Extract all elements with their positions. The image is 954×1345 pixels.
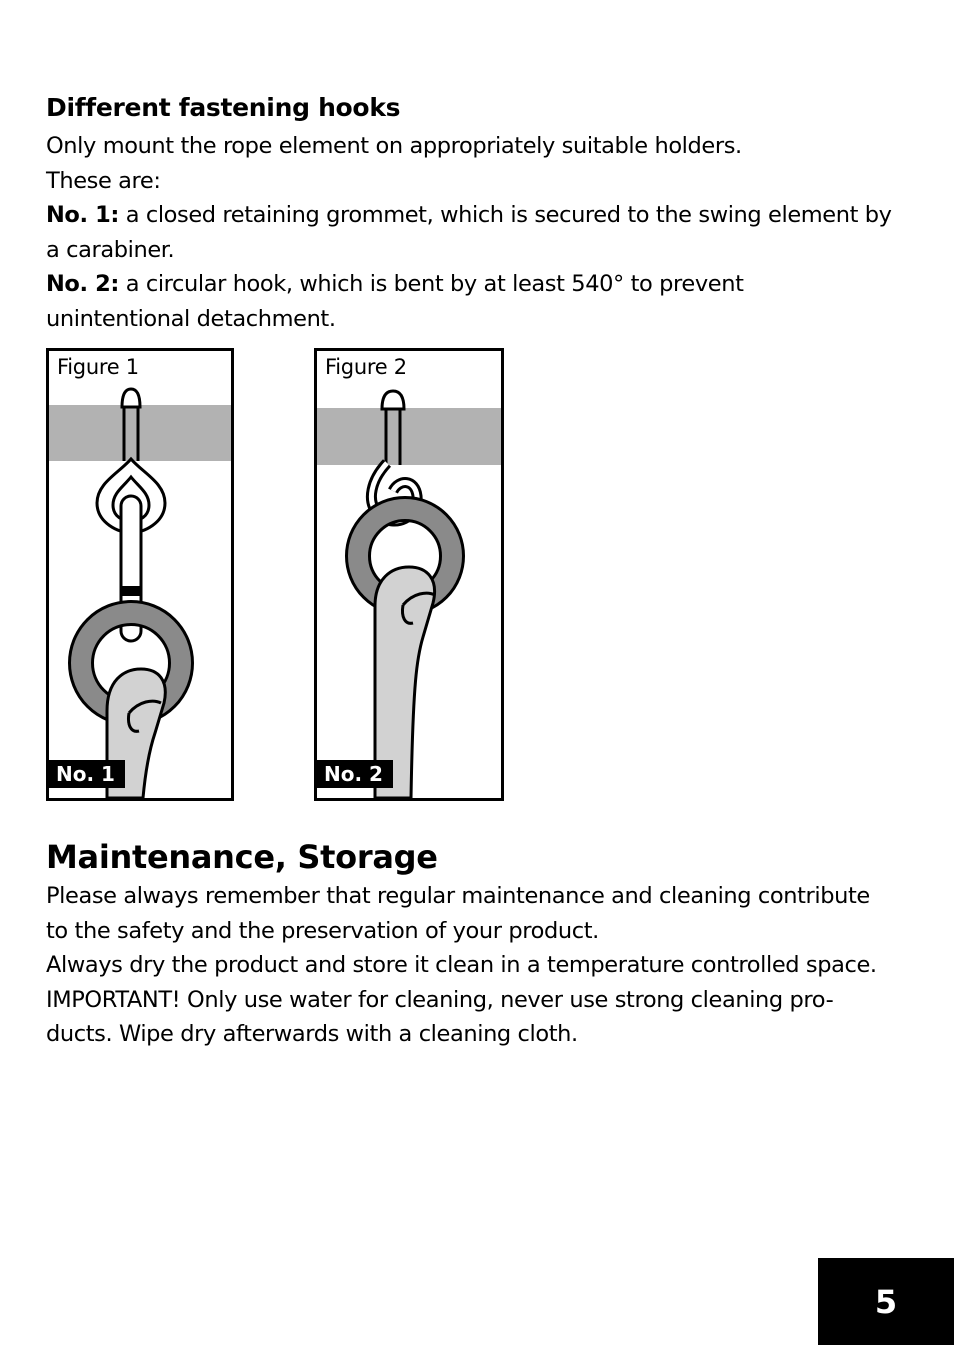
- grommet-carabiner-illustration: [49, 351, 231, 798]
- intro-line-2: These are:: [46, 167, 161, 194]
- circular-hook-illustration: [317, 351, 501, 798]
- no1-text-1: a closed retaining grommet, which is secured to the swing element by: [125, 202, 892, 228]
- no2-text-1: a circular hook, which is bent by at least 540° to prevent: [125, 271, 744, 297]
- maintenance-text: [46, 879, 926, 1052]
- no2-line-1: [46, 267, 926, 302]
- bolt-head: [122, 389, 140, 407]
- maintenance-line: ducts. Wipe dry afterwards with a cleaning cloth.: [46, 1021, 578, 1047]
- no2-label: No. 2:: [46, 271, 119, 297]
- figure-2-circular-hook: [314, 348, 504, 801]
- ceiling-beam: [317, 408, 501, 465]
- no1-line-2: a carabiner.: [46, 236, 175, 263]
- figure-1-grommet: [46, 348, 234, 801]
- no1-label: No. 1:: [46, 202, 119, 228]
- intro-line-1: Only mount the rope element on appropriately suitable holders.: [46, 133, 742, 159]
- hook-head: [382, 391, 404, 409]
- maintenance-line: IMPORTANT! Only use water for cleaning, never use strong cleaning pro-: [46, 986, 834, 1013]
- no1-line-1: [46, 198, 926, 233]
- figure-tag-no2: No. 2: [317, 760, 393, 788]
- ceiling-beam: [49, 405, 231, 461]
- maintenance-line: Please always remember that regular maintenance and cleaning contribute: [46, 883, 870, 909]
- no2-line-2: unintentional detachment.: [46, 305, 336, 332]
- carabiner-gate: [121, 586, 141, 596]
- maintenance-line: Always dry the product and store it clean in a temperature controlled space.: [46, 952, 877, 978]
- section-title-fastening-hooks: Different fastening hooks: [46, 93, 401, 122]
- figure-caption: Figure 2: [325, 355, 407, 379]
- page-number: 5: [818, 1258, 954, 1345]
- figure-tag-no1: No. 1: [49, 760, 125, 788]
- section-title-maintenance: Maintenance, Storage: [46, 838, 438, 876]
- figure-caption: Figure 1: [57, 355, 139, 379]
- maintenance-line: to the safety and the preservation of your product.: [46, 917, 599, 944]
- fastening-hooks-text: [46, 129, 926, 336]
